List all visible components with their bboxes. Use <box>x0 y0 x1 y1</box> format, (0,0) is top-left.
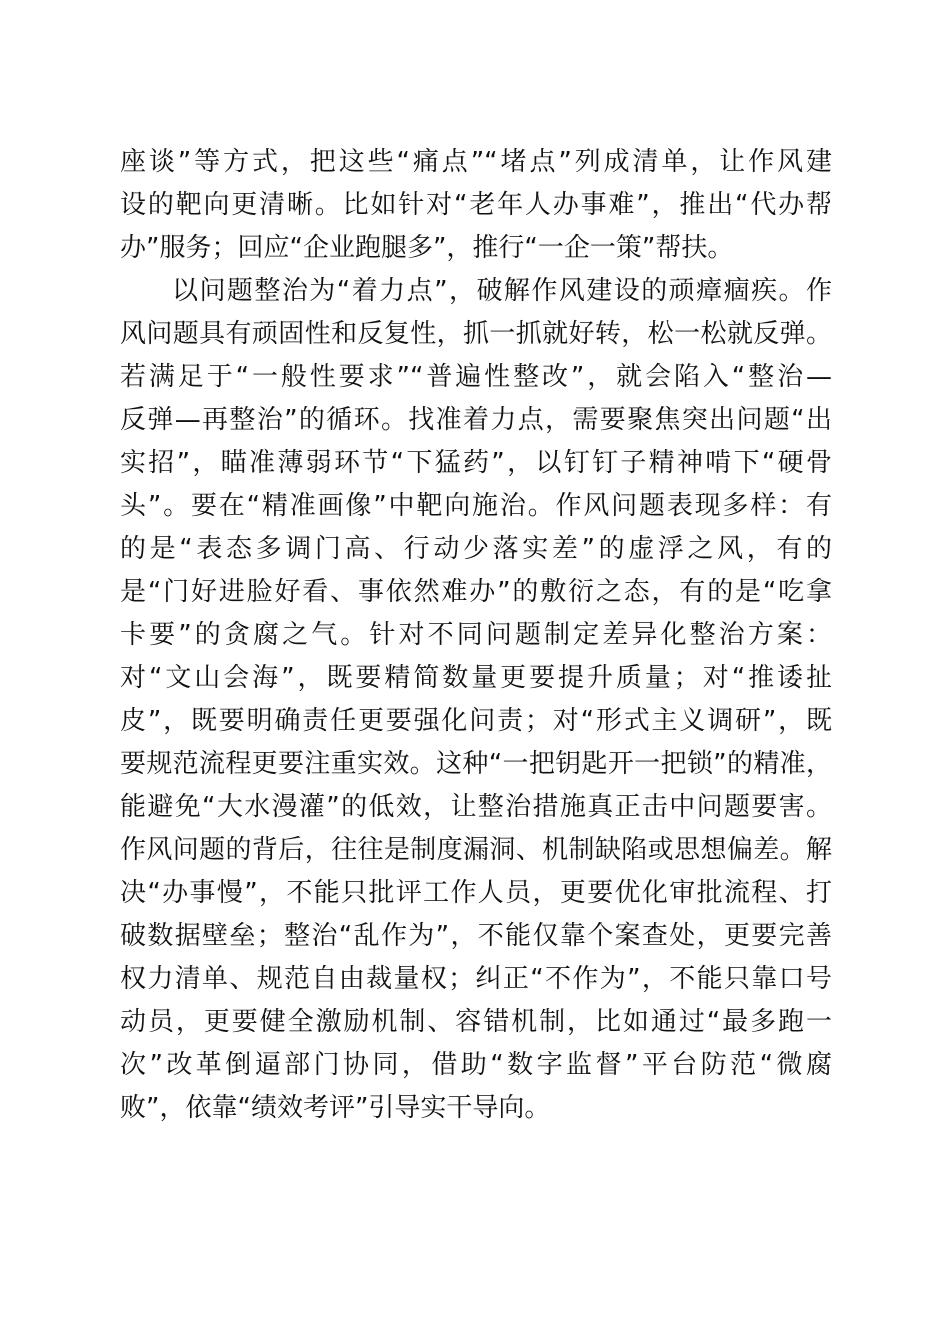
paragraph-line: 破数据壁垒；整治“乱作为”，不能仅靠个案查处，更要完善 <box>120 921 832 951</box>
paragraph-line: 决“办事慢”，不能只批评工作人员，更要优化审批流程、打 <box>120 878 832 908</box>
paragraph-line: 反弹—再整治”的循环。找准着力点，需要聚焦突出问题“出 <box>120 405 832 435</box>
paragraph-line: 座谈”等方式，把这些“痛点”“堵点”列成清单，让作风建 <box>120 147 832 177</box>
paragraph-line: 办”服务；回应“企业跑腿多”，推行“一企一策”帮扶。 <box>120 233 734 263</box>
paragraph-line: 的是“表态多调门高、行动少落实差”的虚浮之风，有的 <box>120 534 832 564</box>
paragraph-line: 作风问题的背后，往往是制度漏洞、机制缺陷或思想偏差。解 <box>120 835 832 865</box>
paragraph-line: 败”，依靠“绩效考评”引导实干导向。 <box>120 1093 551 1123</box>
paragraph-line: 权力清单、规范自由裁量权；纠正“不作为”，不能只靠口号 <box>120 964 832 994</box>
paragraph-line: 风问题具有顽固性和反复性，抓一抓就好转，松一松就反弹。 <box>120 319 832 349</box>
paragraph-line: 实招”，瞄准薄弱环节“下猛药”，以钉钉子精神啃下“硬骨 <box>120 448 832 478</box>
paragraph-line: 皮”，既要明确责任更要强化问责；对“形式主义调研”，既 <box>120 706 832 736</box>
paragraph-line: 动员，更要健全激励机制、容错机制，比如通过“最多跑一 <box>120 1007 832 1037</box>
paragraph-line: 以问题整治为“着力点”，破解作风建设的顽瘴痼疾。作 <box>172 276 832 306</box>
paragraph-line: 头”。要在“精准画像”中靶向施治。作风问题表现多样：有 <box>120 491 832 521</box>
paragraph-line: 若满足于“一般性要求”“普遍性整改”，就会陷入“整治— <box>120 362 832 392</box>
paragraph-line: 对“文山会海”，既要精简数量更要提升质量；对“推诿扯 <box>120 663 832 693</box>
paragraph-line: 设的靶向更清晰。比如针对“老年人办事难”，推出“代办帮 <box>120 190 832 220</box>
paragraph-line: 次”改革倒逼部门协同，借助“数字监督”平台防范“微腐 <box>120 1050 832 1080</box>
paragraph-line: 能避免“大水漫灌”的低效，让整治措施真正击中问题要害。 <box>120 792 832 822</box>
paragraph-line: 卡要”的贪腐之气。针对不同问题制定差异化整治方案： <box>120 620 832 650</box>
paragraph-line: 是“门好进脸好看、事依然难办”的敷衍之态，有的是“吃拿 <box>120 577 832 607</box>
paragraph-line: 要规范流程更要注重实效。这种“一把钥匙开一把锁”的精准， <box>120 749 832 779</box>
